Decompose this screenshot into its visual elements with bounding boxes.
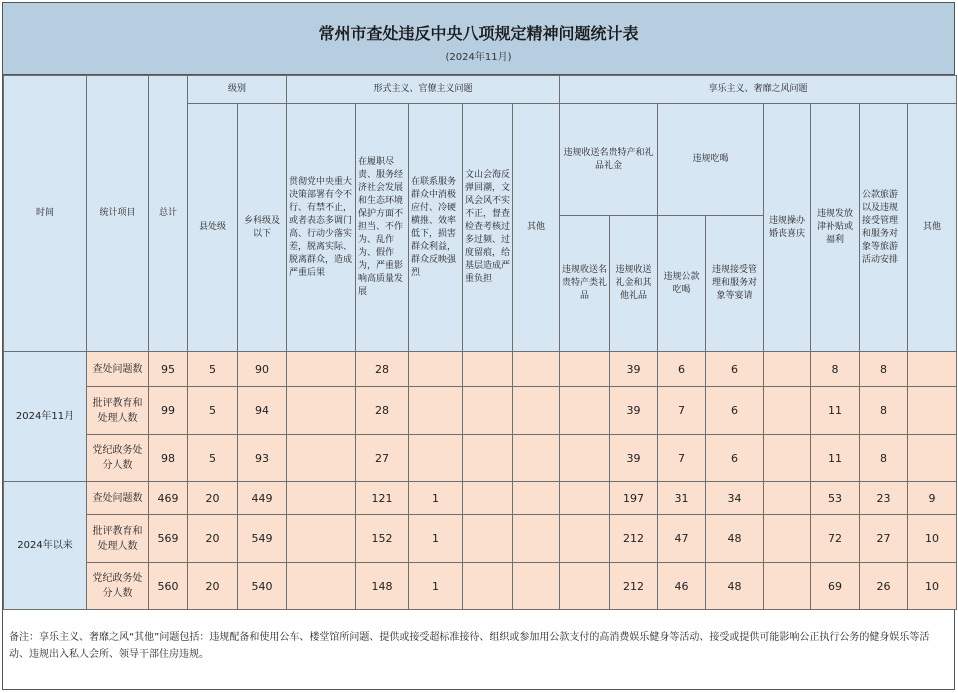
header-formalism-4: 文山会海反弹回潮，文风会风不实不正，督查检查考核过多过频、过度留痕，给基层造成严重负担 [463, 104, 513, 352]
cell-allowance: 8 [811, 352, 860, 387]
cell-e1: 7 [658, 387, 706, 435]
cell-county: 20 [188, 515, 238, 563]
statistics-table [3, 75, 957, 610]
cell-e2: 6 [706, 435, 764, 482]
row-label: 批评教育和处理人数 [87, 387, 149, 435]
cell-h_other: 10 [908, 515, 957, 563]
header-hedonism: 享乐主义、奢靡之风问题 [560, 76, 957, 104]
cell-f_other [513, 563, 560, 610]
cell-f2: 27 [356, 435, 409, 482]
header-formalism-2: 在履职尽责、服务经济社会发展和生态环境保护方面不担当、不作为、乱作为、假作为，严重影响高质量发展 [356, 104, 409, 352]
cell-allowance: 69 [811, 563, 860, 610]
cell-e1: 31 [658, 482, 706, 515]
cell-travel: 8 [860, 352, 908, 387]
cell-e1: 7 [658, 435, 706, 482]
row-label: 党纪政务处分人数 [87, 435, 149, 482]
cell-f3: 1 [409, 563, 463, 610]
table-row [4, 435, 957, 482]
cell-township: 549 [238, 515, 287, 563]
cell-f_other [513, 482, 560, 515]
cell-h_other [908, 435, 957, 482]
cell-f4 [463, 563, 513, 610]
cell-county: 5 [188, 352, 238, 387]
cell-wedding [764, 435, 811, 482]
cell-e1: 47 [658, 515, 706, 563]
cell-f2: 148 [356, 563, 409, 610]
cell-allowance: 72 [811, 515, 860, 563]
header-level: 级别 [188, 76, 287, 104]
cell-f1 [287, 515, 356, 563]
cell-f_other [513, 387, 560, 435]
cell-g1 [560, 352, 610, 387]
cell-f2: 28 [356, 387, 409, 435]
cell-f3 [409, 435, 463, 482]
cell-h_other: 10 [908, 563, 957, 610]
cell-e2: 48 [706, 563, 764, 610]
cell-total: 98 [149, 435, 188, 482]
cell-wedding [764, 482, 811, 515]
cell-e2: 34 [706, 482, 764, 515]
cell-allowance: 11 [811, 435, 860, 482]
header-eat-2: 违规接受管理和服务对象等宴请 [706, 216, 764, 352]
cell-township: 540 [238, 563, 287, 610]
cell-travel: 23 [860, 482, 908, 515]
cell-h_other [908, 352, 957, 387]
cell-f4 [463, 387, 513, 435]
table-row [4, 482, 957, 515]
cell-total: 99 [149, 387, 188, 435]
cell-county: 5 [188, 435, 238, 482]
cell-g2: 39 [610, 387, 658, 435]
statistics-sheet [2, 2, 955, 690]
cell-township: 93 [238, 435, 287, 482]
cell-travel: 8 [860, 387, 908, 435]
cell-e1: 46 [658, 563, 706, 610]
cell-travel: 26 [860, 563, 908, 610]
cell-total: 95 [149, 352, 188, 387]
cell-wedding [764, 352, 811, 387]
header-total: 总计 [149, 76, 188, 352]
header-gift-1: 违规收送名贵特产类礼品 [560, 216, 610, 352]
cell-f1 [287, 435, 356, 482]
footnote: 备注：享乐主义、奢靡之风“其他”问题包括：违规配备和使用公车、楼堂馆所问题、提供或接受超标准接待、组织或参加用公款支付的高消费娱乐健身等活动、接受或提供可能影响公正执行公务的健身娱乐等活动、违规出入私人会所、领导干部住房违规。 [9, 632, 930, 660]
header-travel: 公款旅游以及违规接受管理和服务对象等旅游活动安排 [860, 104, 908, 352]
header-formalism-1: 贯彻党中央重大决策部署有令不行、有禁不止，或者表态多调门高、行动少落实差，脱离实际、脱离群众，造成严重后果 [287, 104, 356, 352]
cell-wedding [764, 387, 811, 435]
header-time: 时间 [4, 76, 87, 352]
cell-f3 [409, 387, 463, 435]
period-cell: 2024年以来 [4, 482, 87, 610]
cell-g2: 39 [610, 352, 658, 387]
cell-township: 449 [238, 482, 287, 515]
cell-wedding [764, 563, 811, 610]
table-row [4, 387, 957, 435]
header-formalism: 形式主义、官僚主义问题 [287, 76, 560, 104]
header-formalism-other: 其他 [513, 104, 560, 352]
cell-f2: 152 [356, 515, 409, 563]
cell-total: 469 [149, 482, 188, 515]
cell-f_other [513, 435, 560, 482]
cell-e2: 6 [706, 387, 764, 435]
cell-f4 [463, 482, 513, 515]
cell-e2: 6 [706, 352, 764, 387]
table-body [4, 76, 957, 610]
period-cell: 2024年11月 [4, 352, 87, 482]
cell-travel: 8 [860, 435, 908, 482]
cell-g1 [560, 387, 610, 435]
cell-g1 [560, 482, 610, 515]
table-row [4, 352, 957, 387]
cell-travel: 27 [860, 515, 908, 563]
cell-allowance: 53 [811, 482, 860, 515]
cell-wedding [764, 515, 811, 563]
header-eat-group: 违规吃喝 [658, 104, 764, 216]
header-allowance: 违规发放津补贴或福利 [811, 104, 860, 352]
header-wedding: 违规操办婚丧喜庆 [764, 104, 811, 352]
row-label: 查处问题数 [87, 482, 149, 515]
header-level-township: 乡科级及以下 [238, 104, 287, 352]
cell-e2: 48 [706, 515, 764, 563]
row-label: 党纪政务处分人数 [87, 563, 149, 610]
cell-g2: 197 [610, 482, 658, 515]
header-gift-group: 违规收送名贵特产和礼品礼金 [560, 104, 658, 216]
header-eat-1: 违规公款吃喝 [658, 216, 706, 352]
cell-f4 [463, 435, 513, 482]
table-row [4, 515, 957, 563]
cell-f_other [513, 515, 560, 563]
cell-f2: 28 [356, 352, 409, 387]
row-label: 批评教育和处理人数 [87, 515, 149, 563]
header-level-county: 县处级 [188, 104, 238, 352]
row-label: 查处问题数 [87, 352, 149, 387]
cell-f2: 121 [356, 482, 409, 515]
cell-h_other [908, 387, 957, 435]
header-formalism-3: 在联系服务群众中消极应付、冷硬横推、效率低下，损害群众利益，群众反映强烈 [409, 104, 463, 352]
cell-f3: 1 [409, 515, 463, 563]
page-subtitle: (2024年11月) [445, 52, 512, 63]
cell-total: 560 [149, 563, 188, 610]
cell-h_other: 9 [908, 482, 957, 515]
page-title: 常州市查处违反中央八项规定精神问题统计表 [318, 24, 639, 43]
cell-f4 [463, 352, 513, 387]
cell-f1 [287, 352, 356, 387]
cell-township: 94 [238, 387, 287, 435]
cell-county: 20 [188, 563, 238, 610]
cell-g2: 39 [610, 435, 658, 482]
header-item: 统计项目 [87, 76, 149, 352]
title-band [3, 3, 954, 75]
cell-g1 [560, 563, 610, 610]
cell-f1 [287, 387, 356, 435]
cell-township: 90 [238, 352, 287, 387]
table-row [4, 563, 957, 610]
header-gift-2: 违规收送礼金和其他礼品 [610, 216, 658, 352]
cell-f1 [287, 563, 356, 610]
cell-total: 569 [149, 515, 188, 563]
cell-g2: 212 [610, 515, 658, 563]
cell-f_other [513, 352, 560, 387]
cell-e1: 6 [658, 352, 706, 387]
cell-f4 [463, 515, 513, 563]
cell-g1 [560, 515, 610, 563]
cell-allowance: 11 [811, 387, 860, 435]
cell-g2: 212 [610, 563, 658, 610]
cell-f3: 1 [409, 482, 463, 515]
cell-county: 5 [188, 387, 238, 435]
cell-county: 20 [188, 482, 238, 515]
cell-g1 [560, 435, 610, 482]
cell-f1 [287, 482, 356, 515]
header-hedonism-other: 其他 [908, 104, 957, 352]
cell-f3 [409, 352, 463, 387]
